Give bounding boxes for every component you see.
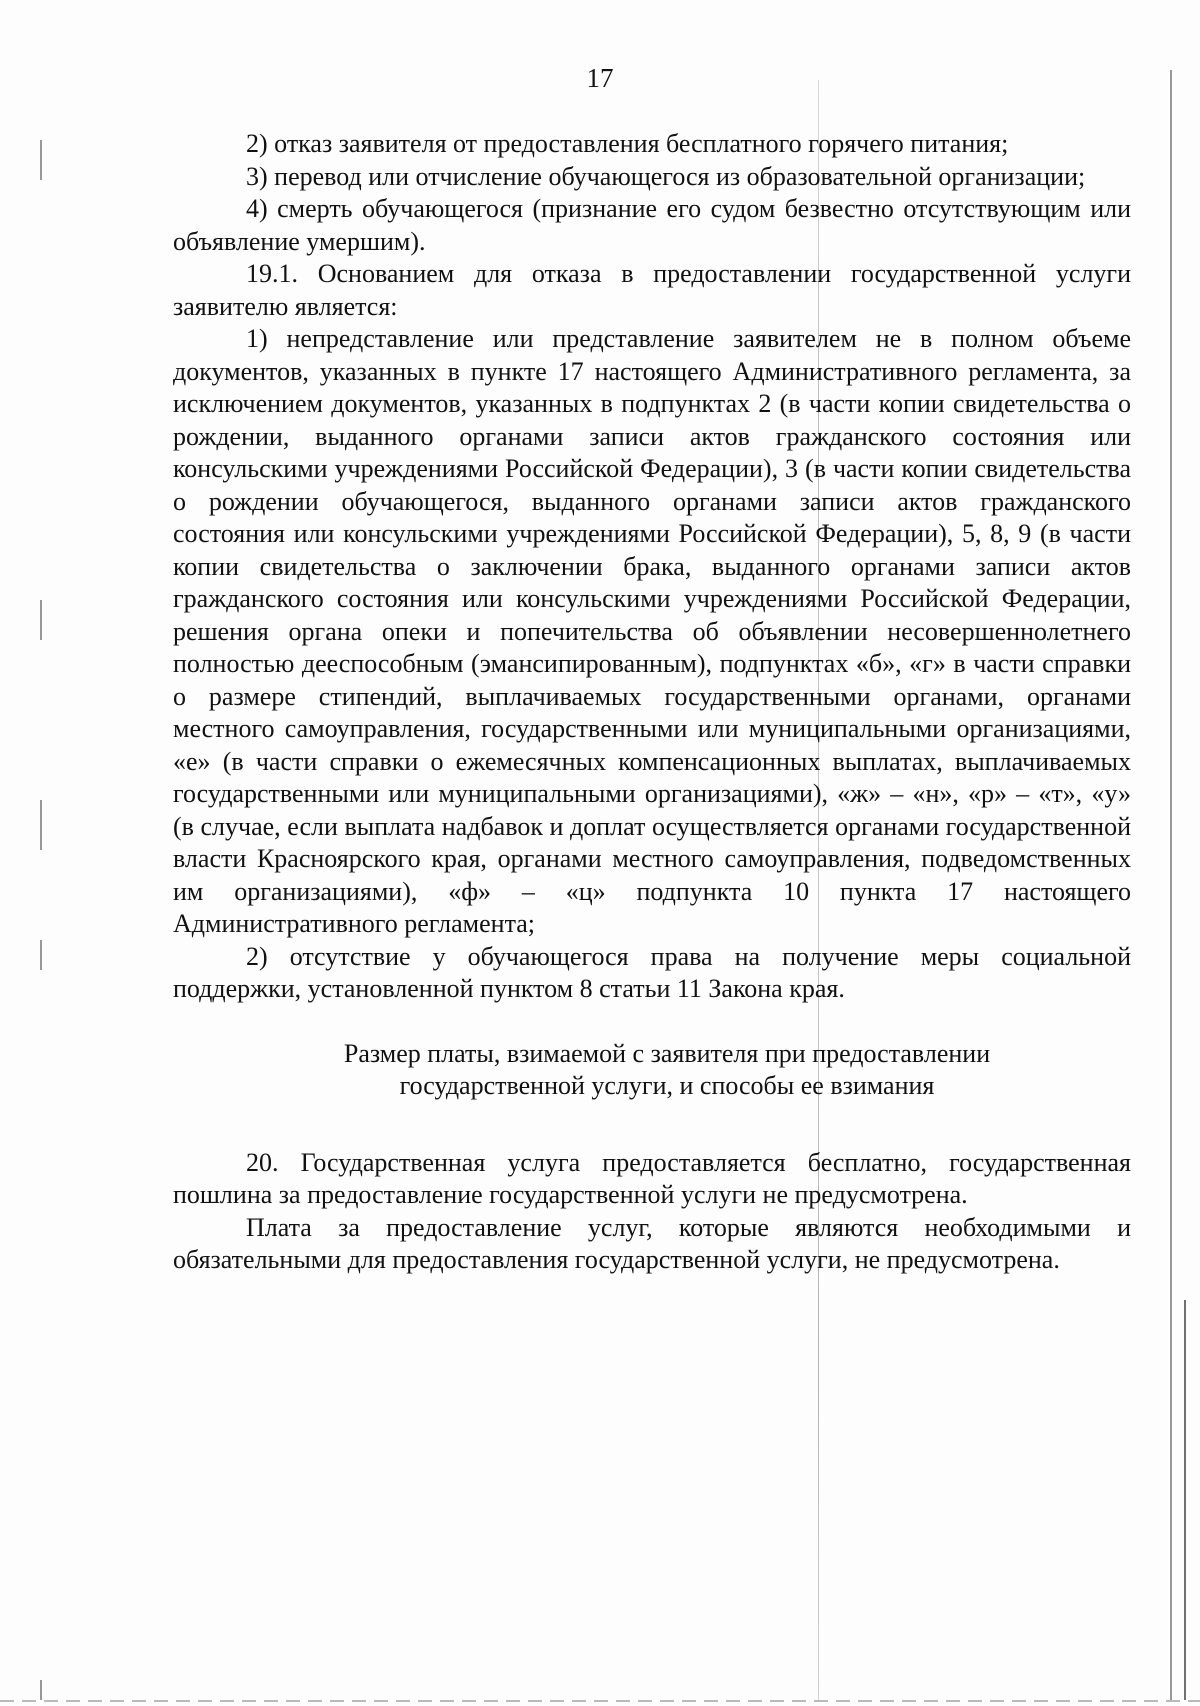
spacer bbox=[173, 1006, 1131, 1038]
paragraph: 19.1. Основанием для отказа в предоставлении государственной услуги заявителю является: bbox=[173, 259, 1131, 321]
scan-left-mark bbox=[40, 1680, 42, 1700]
paragraph: 2) отказ заявителя от предоставления бесплатного горячего питания; bbox=[246, 129, 1009, 158]
scan-left-mark bbox=[40, 940, 42, 970]
scan-left-mark bbox=[40, 140, 42, 180]
section-heading bbox=[173, 1038, 1131, 1103]
paragraph: 2) отсутствие у обучающегося права на получение меры социальной поддержки, установленной пунктом 8 статьи 11 Закона края. bbox=[173, 941, 1131, 1003]
section-heading-line: государственной услуги, и способы ее взимания bbox=[399, 1071, 935, 1100]
paragraph: 1) непредставление или представление заявителем не в полном объеме документов, указанных в пункте 17 настоящего Административного регламента, за исключением документов, указанных в подпунктах 2 (в части копии свидетельства о рождении, выданного органами записи актов гражданского состояния или консульскими учреждениями Российской Федерации), 3 (в части копии свидетельства о рождении обучающегося, выданного органами записи актов гражданского состояния или консульскими учреждениями Российской Федерации), 5, 8, 9 (в части копии свидетельства о заключении брака, выданного органами записи актов гражданского состояния или консульскими учреждениями Российской Федерации, решения органа опеки и попечительства об объявлении несовершеннолетнего полностью дееспособным (эмансипированным), подпунктах «б», «г» в части справки о размере стипендий, выплачиваемых государственными органами, органами местного самоуправления, государственными или муниципальными организациями, «е» (в части справки о ежемесячных компенсационных выплатах, выплачиваемых государственными или муниципальными организациями), «ж» – «н», «р» – «т», «у» (в случае, если выплата надбавок и доплат осуществляется органами государственной власти Красноярского края, органами местного самоуправления, подведомственных им организациями), «ф» – «ц» подпункта 10 пункта 17 настоящего Административного регламента; bbox=[173, 324, 1131, 938]
page-number: 17 bbox=[586, 63, 614, 93]
scan-left-mark bbox=[40, 600, 42, 640]
paragraph: 3) перевод или отчисление обучающегося из образовательной организации; bbox=[246, 161, 1086, 191]
paragraph: Плата за предоставление услуг, которые являются необходимыми и обязательными для предоставления государственной услуги, не предусмотрена. bbox=[173, 1212, 1131, 1274]
scan-bottom-edge bbox=[0, 1700, 1200, 1702]
scan-right-edge bbox=[1170, 70, 1172, 1700]
spacer bbox=[173, 1103, 1131, 1147]
scan-right-edge-dark bbox=[1184, 1300, 1186, 1700]
section-heading-line: Размер платы, взимаемой с заявителя при предоставлении bbox=[343, 1038, 991, 1068]
scan-left-mark bbox=[40, 800, 42, 850]
paragraph: 4) смерть обучающегося (признание его судом безвестно отсутствующим или объявление умершим). bbox=[173, 194, 1131, 256]
document-body bbox=[173, 128, 1131, 1277]
paragraph: 20. Государственная услуга предоставляется бесплатно, государственная пошлина за предоставление государственной услуги не предусмотрена. bbox=[173, 1147, 1131, 1209]
